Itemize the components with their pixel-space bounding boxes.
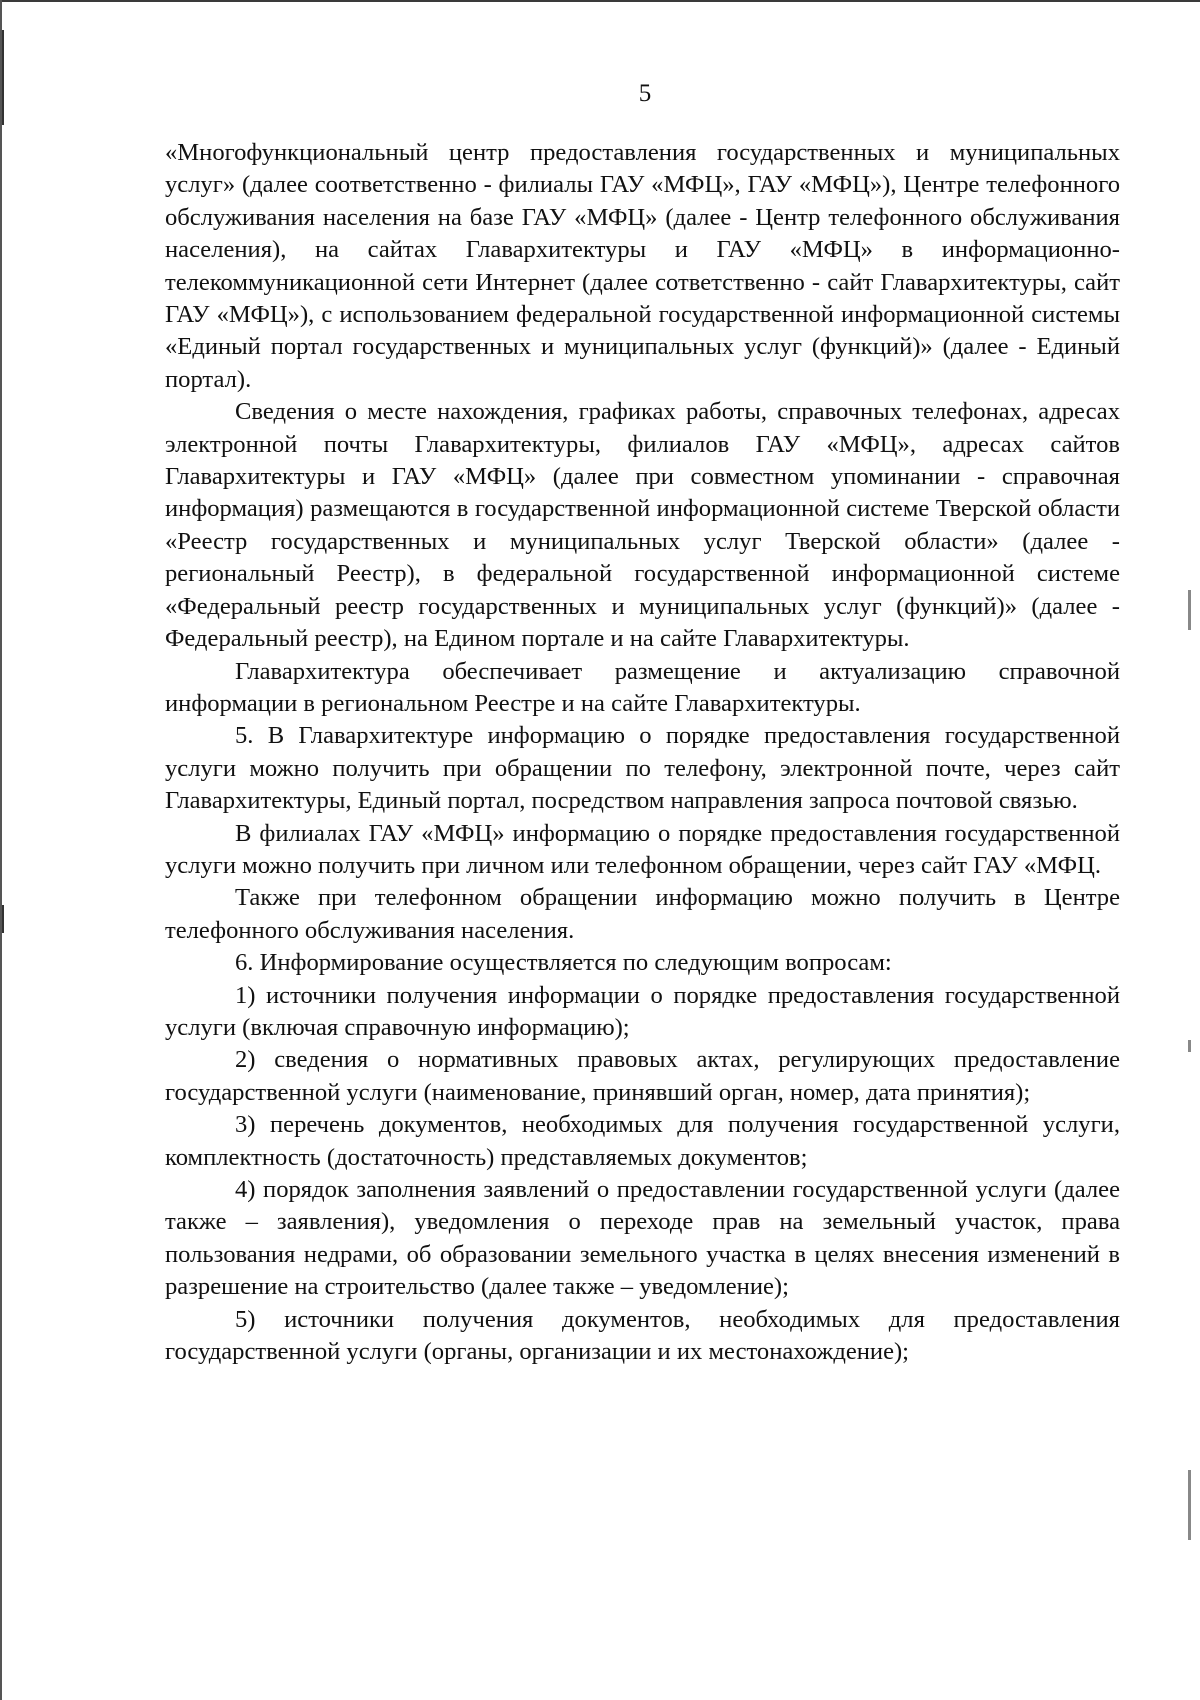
list-item: 3) перечень документов, необходимых для получения государственной услуги, комплектность (достаточность) представляемых документов; xyxy=(165,1111,1120,1171)
scan-left-edge xyxy=(0,0,2,1700)
paragraph: 6. Информирование осуществляется по следующим вопросам: xyxy=(235,949,892,977)
scan-edge-dots xyxy=(1188,1470,1191,1540)
paragraph: 5. В Главархитектуре информацию о порядке предоставления государственной услуги можно получить при обращении по телефону, электронной почте, через сайт Главархитектуры, Единый портал, посредством направления запроса почтовой связью. xyxy=(165,722,1120,815)
page-number: 5 xyxy=(638,80,652,107)
scan-edge-dots xyxy=(1188,1040,1191,1052)
paragraph: Сведения о месте нахождения, графиках работы, справочных телефонах, адресах электронной почты Главархитектуры, филиалов ГАУ «МФЦ», адресах сайтов Главархитектуры и ГАУ «МФЦ» (далее при совместном упоминании - справочная информация) размещаются в государственной информационной системе Тверской области «Реестр государственных и муниципальных услуг Тверской области» (далее - региональный Реестр), в федеральной государственной информационной системе «Федеральный реестр государственных и муниципальных услуг (функций)» (далее - Федеральный реестр), на Едином портале и на сайте Главархитектуры. xyxy=(165,398,1120,653)
paragraph: Главархитектура обеспечивает размещение и актуализацию справочной информации в региональном Реестре и на сайте Главархитектуры. xyxy=(165,657,1120,717)
scan-left-mark xyxy=(2,905,4,933)
document-body xyxy=(165,137,1120,1368)
paragraph: В филиалах ГАУ «МФЦ» информацию о порядке предоставления государственной услуги можно получить при личном или телефонном обращении, через сайт ГАУ «МФЦ. xyxy=(165,819,1120,879)
list-item: 2) сведения о нормативных правовых актах, регулирующих предоставление государственной услуги (наименование, принявший орган, номер, дата принятия); xyxy=(165,1046,1120,1106)
list-item: 5) источники получения документов, необходимых для предоставления государственной услуги (органы, организации и их местонахождение); xyxy=(165,1305,1120,1366)
list-item: 1) источники получения информации о порядке предоставления государственной услуги (включая справочную информацию); xyxy=(165,981,1120,1041)
scan-left-mark xyxy=(2,30,4,125)
scan-top-edge xyxy=(0,0,1200,2)
paragraph: Также при телефонном обращении информацию можно получить в Центре телефонного обслуживания населения. xyxy=(165,884,1120,944)
list-item: 4) порядок заполнения заявлений о предоставлении государственной услуги (далее также – заявления), уведомления о переходе прав на земельный участок, права пользования недрами, об образовании земельного участка в целях внесения изменений в разрешение на строительство (далее также – уведомление); xyxy=(165,1176,1120,1301)
scan-edge-dots xyxy=(1188,590,1191,630)
paragraph: «Многофункциональный центр предоставления государственных и муниципальных услуг» (далее соответственно - филиалы ГАУ «МФЦ», ГАУ «МФЦ»), Центре телефонного обслуживания населения на базе ГАУ «МФЦ» (далее - Центр телефонного обслуживания населения), на сайтах Главархитектуры и ГАУ «МФЦ» в информационно-телекоммуникационной сети Интернет (далее сответственно - сайт Главархитектуры, сайт ГАУ «МФЦ»), с использованием федеральной государственной информационной системы «Единый портал государственных и муниципальных услуг (функций)» (далее - Единый портал). xyxy=(165,139,1120,393)
